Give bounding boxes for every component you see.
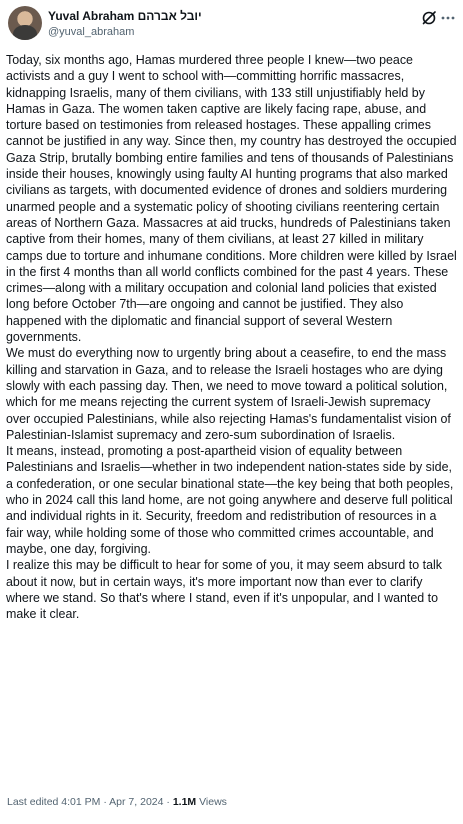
- edited-timestamp[interactable]: Last edited 4:01 PM: [7, 796, 101, 808]
- meta-separator-2: ·: [163, 796, 173, 808]
- meta-separator: ·: [100, 796, 110, 808]
- post-meta: [7, 796, 227, 808]
- author-display-name[interactable]: Yuval Abraham יובל אברהם: [48, 9, 202, 23]
- views-label: Views: [199, 796, 227, 808]
- post-date[interactable]: Apr 7, 2024: [109, 796, 164, 808]
- more-icon[interactable]: [441, 10, 455, 26]
- post-paragraph-4: I realize this may be difficult to hear for some of you, it may seem absurd to talk about it now, but in certain ways, it's more important now than ever to clarify where we stand. So that's where I stand, even if it's unpopular, and I wanted to make it clear.: [6, 558, 442, 622]
- post-header: [8, 6, 455, 46]
- views-count: 1.1M: [172, 796, 197, 808]
- author-handle[interactable]: @yuval_abraham: [48, 26, 135, 38]
- author-name-row[interactable]: [48, 8, 202, 24]
- avatar[interactable]: [8, 6, 42, 40]
- post-paragraph-1: Today, six months ago, Hamas murdered three people I knew—two peace activists and a guy I went to school with—committing horrific massacres, kidnapping Israelis, many of them civilians, with 133 still unjustifiably held by Hamas in Gaza. The women taken captive are likely facing rape, abuse, and torture based on testimonies from released hostages. These appalling crimes cannot be justified in any way. Since then, my country has destroyed the occupied Gaza Strip, brutally bombing entire families and tens of thousands of Palestinians inside their houses, knowingly using faulty AI hunting programs that also marked civilians as targets, with documented evidence of drones and soldiers murdering unarmed people and a systematic policy of shooting civilians reentering certain areas of Northern Gaza. Massacres at aid trucks, hundreds of Palestinians taken captive from their homes, many of them civilians, at least 27 killed in military camps due to torture and inhumane conditions. More children were killed by Israel in the first 4 months than all world conflicts combined for the past 4 years. These crimes—along with a military occupation and colonial land policies that existed long before October 7th—are ongoing and cannot be justified. They also happened with the diplomatic and financial support of several Western governments.: [6, 53, 457, 345]
- post-paragraph-2: We must do everything now to urgently bring about a ceasefire, to end the mass killing and starvation in Gaza, and to release the Israeli hostages who are dying slowly with each passing day. Then, we need to move toward a political solution, which for me means rejecting the current system of Israeli-Jewish supremacy over occupied Palestinians, while also rejecting Hamas's fundamentalist vision of Palestinian-Islamist supremacy and zero-sum subordination of Israelis.: [6, 346, 451, 442]
- post-text: [6, 52, 457, 622]
- post-paragraph-3: It means, instead, promoting a post-apartheid vision of equality between Palestinians and Israelis—whether in two independent nation-states side by side, a confederation, or one secular binational state—the key being that both peoples, who in 2024 call this land home, are not going anywhere and deserve full political and individual rights in it. Security, freedom and redistribution of resources in a fair way, while holding some of those who committed crimes accountable, and maybe, one day, forgiving.: [6, 444, 454, 556]
- grok-icon[interactable]: [421, 10, 437, 26]
